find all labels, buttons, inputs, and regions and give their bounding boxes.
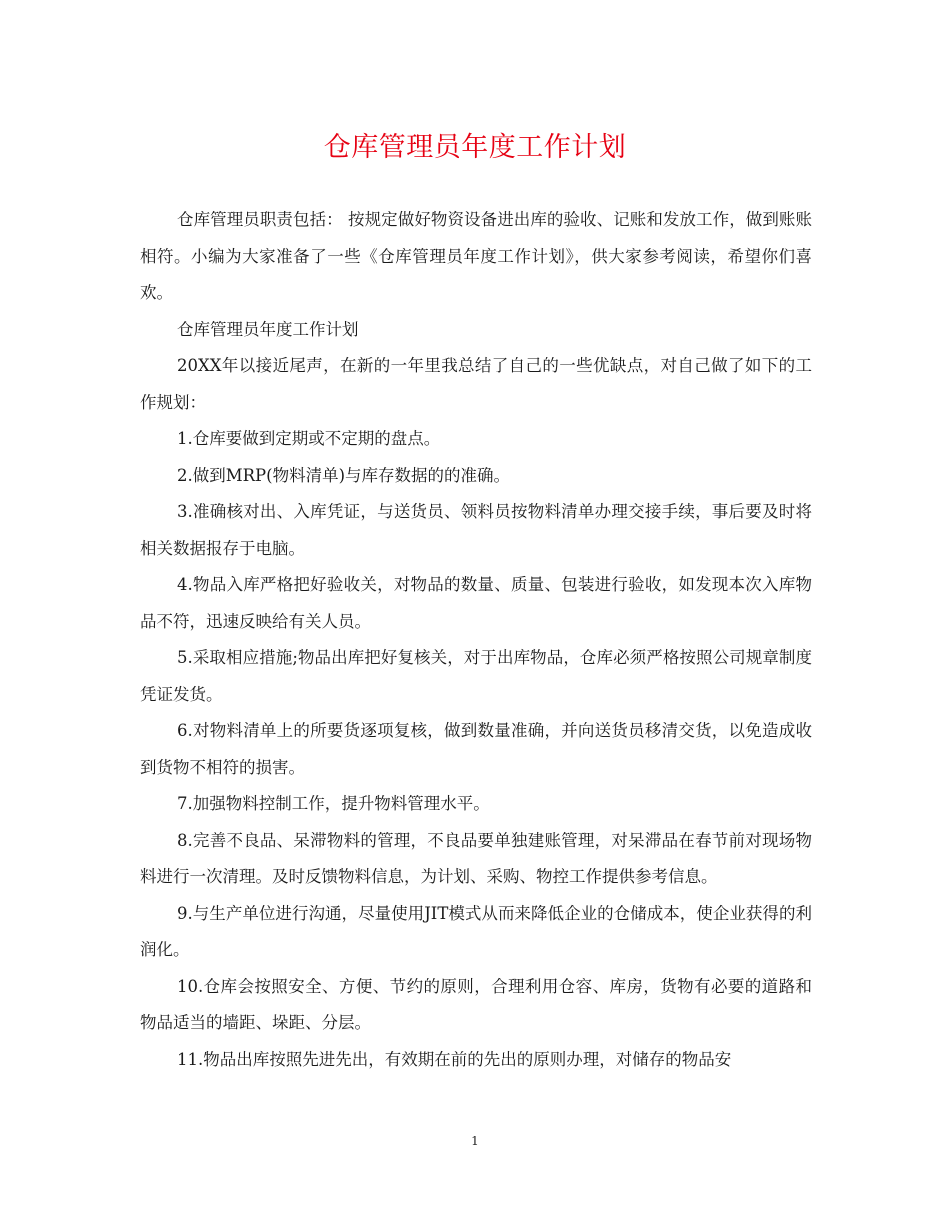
document-title: 仓库管理员年度工作计划	[323, 132, 627, 163]
list-item: 5.采取相应措施;物品出库把好复核关，对于出库物品，仓库必须严格按照公司规章制度凭证发货。	[140, 648, 812, 704]
paragraph-subtitle: 仓库管理员年度工作计划	[177, 319, 359, 339]
list-item: 6.对物料清单上的所要货逐项复核，做到数量准确，并向送货员移清交货，以免造成收到货物不相符的损害。	[140, 721, 812, 777]
list-item: 9.与生产单位进行沟通，尽量使用JIT模式从而来降低企业的仓储成本，使企业获得的利润化。	[140, 903, 812, 959]
list-item: 7.加强物料控制工作，提升物料管理水平。	[177, 794, 490, 813]
document-body	[140, 202, 812, 1078]
list-item: 1.仓库要做到定期或不定期的盘点。	[177, 429, 441, 448]
paragraph-preface: 20XX年以接近尾声，在新的一年里我总结了自己的一些优缺点，对自己做了如下的工作规划：	[140, 356, 812, 412]
list-item: 8.完善不良品、呆滞物料的管理，不良品要单独建账管理，对呆滞品在春节前对现场物料进行一次清理。及时反馈物料信息，为计划、采购、物控工作提供参考信息。	[140, 830, 812, 886]
list-item: 4.物品入库严格把好验收关，对物品的数量、质量、包装进行验收，如发现本次入库物品不符，迅速反映给有关人员。	[140, 575, 812, 631]
paragraph-intro: 仓库管理员职责包括： 按规定做好物资设备进出库的验收、记账和发放工作，做到账账相符。小编为大家准备了一些《仓库管理员年度工作计划》，供大家参考阅读，希望你们喜欢。	[140, 210, 812, 302]
list-item: 2.做到MRP(物料清单)与库存数据的的准确。	[177, 465, 511, 485]
page-number: 1	[471, 1134, 479, 1148]
list-item: 3.准确核对出、入库凭证，与送货员、领料员按物料清单办理交接手续，事后要及时将相关数据报存于电脑。	[140, 502, 812, 558]
list-item: 10.仓库会按照安全、方便、节约的原则，合理利用仓容、库房，货物有必要的道路和物品适当的墙距、垛距、分层。	[140, 976, 812, 1032]
list-item: 11.物品出库按照先进先出，有效期在前的先出的原则办理，对储存的物品安	[177, 1049, 732, 1069]
